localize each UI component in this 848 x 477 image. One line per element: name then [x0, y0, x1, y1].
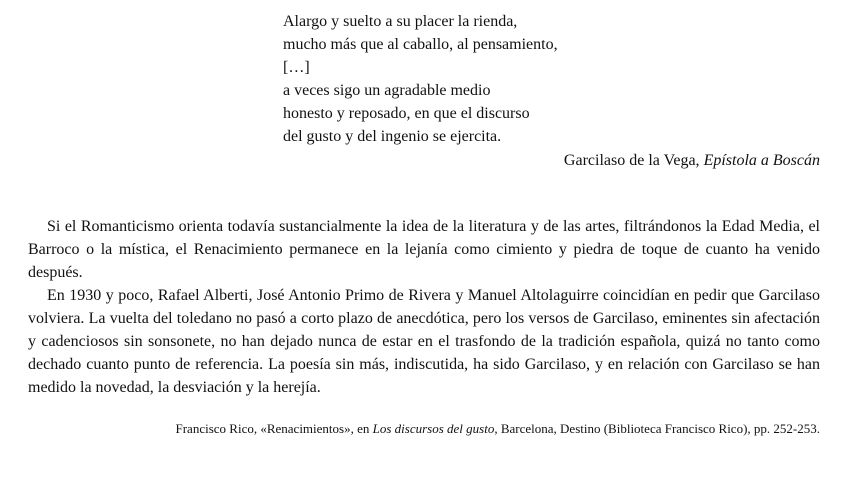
verse-line: honesto y reposado, en que el discurso: [283, 105, 530, 122]
body-text: [28, 215, 820, 399]
epigraph-attribution: [564, 149, 820, 172]
paragraph: Si el Romanticismo orienta todavía sustancialmente la idea de la literatura y de las artes, filtrándonos la Edad Media, el Barroco o la mística, el Renacimiento permanece en la lejanía como cimiento y piedra de toque de cuanto ha venido después.: [28, 218, 820, 281]
paragraph: En 1930 y poco, Rafael Alberti, José Antonio Primo de Rivera y Manuel Altolaguirre coincidían en pedir que Garcilaso volviera. La vuelta del toledano no pasó a corto plazo de anecdótica, pero los versos de Garcilaso, eminentes sin afectación y cadenciosos sin sonsonete, no han dejado nunca de estar en el trasfondo de la tradición española, quizá no tanto como dechado cuanto punto de referencia. La poesía sin más, indiscutida, ha sido Garcilaso, y en relación con Garcilaso se han medido la novedad, la desviación y la herejía.: [28, 287, 820, 396]
epigraph-author: Garcilaso de la Vega,: [563, 152, 700, 169]
verse-line: a veces sigo un agradable medio: [283, 82, 491, 99]
source-citation: [176, 420, 821, 438]
source-suffix: , Barcelona, Destino (Biblioteca Francisco Rico), pp. 252-253.: [494, 421, 820, 436]
verse-line: mucho más que al caballo, al pensamiento,: [283, 36, 558, 53]
verse-line: […]: [283, 59, 310, 76]
epigraph-verses: [283, 10, 823, 148]
verse-line: Alargo y suelto a su placer la rienda,: [283, 13, 518, 30]
source-book-title: Los discursos del gusto: [372, 421, 495, 436]
source-prefix: Francisco Rico, «Renacimientos», en: [175, 421, 370, 436]
verse-line: del gusto y del ingenio se ejercita.: [283, 128, 502, 145]
epigraph-work-title: Epístola a Boscán: [703, 152, 820, 169]
